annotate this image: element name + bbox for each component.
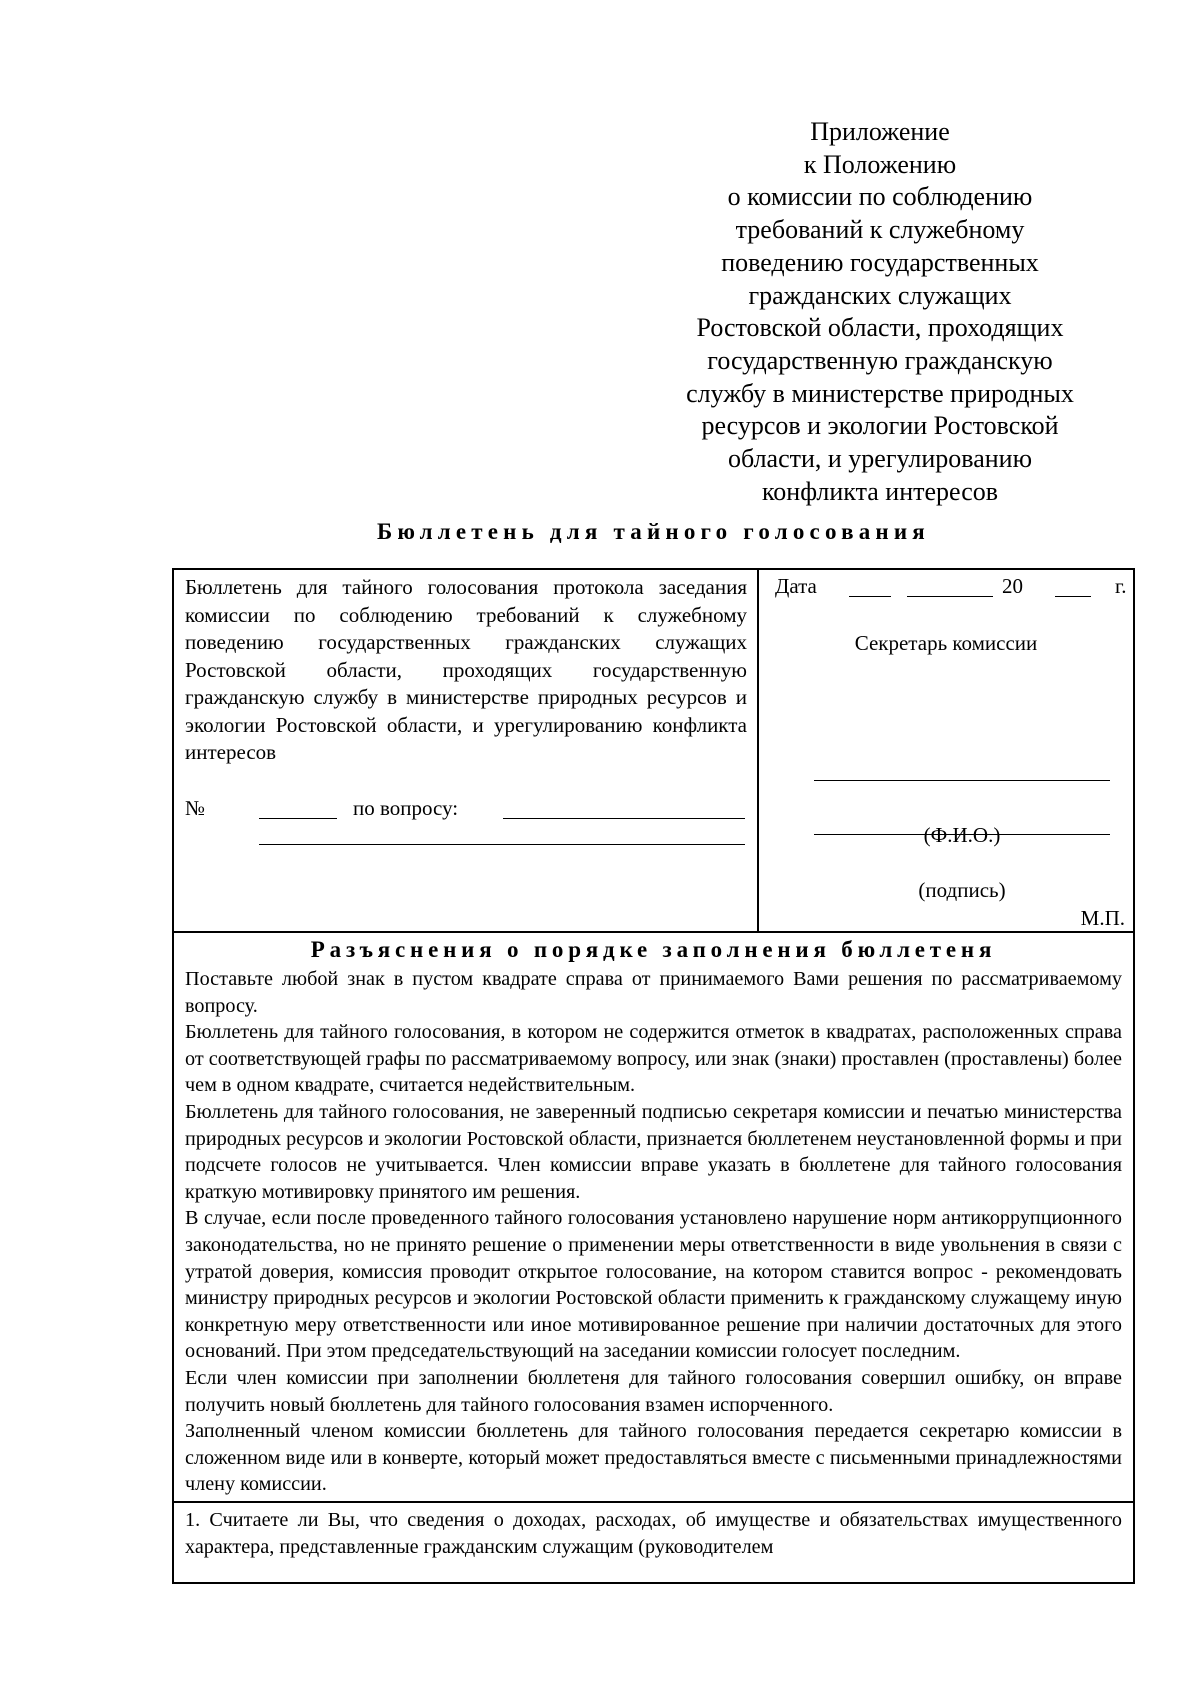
month-field[interactable]	[907, 596, 993, 597]
appendix-line: к Положению	[803, 149, 957, 179]
number-field[interactable]	[259, 818, 337, 819]
appendix-line: о комиссии по соблюдению	[727, 182, 1033, 212]
appendix-line: службу в министерстве природных	[686, 378, 1074, 408]
explanation-paragraph: Поставьте любой знак в пустом квадрате справа от принимаемого Вами решения по рассматриваемому вопросу.	[185, 968, 1122, 1017]
appendix-line: поведению государственных	[721, 247, 1039, 277]
number-label: №	[185, 796, 206, 820]
explanation-paragraph: В случае, если после проведенного тайного голосования установлено нарушение норм антикоррупционного законодательства, но не принято решение о применении меры ответственности в виде увольнения в связи с утратой доверия, комиссия проводит открытое голосование, на котором ставится вопрос - рекомендовать министру природных ресурсов и экологии Ростовской области применить к гражданскому служащему иную конкретную меру ответственности или иное мотивированное решение при наличии достаточных для этого оснований. При этом председательствующий на заседании комиссии голосует последним.	[185, 1207, 1122, 1363]
appendix-line: гражданских служащих	[748, 280, 1012, 310]
stamp-label: М.П.	[1080, 906, 1125, 930]
ballot-number-line	[185, 796, 747, 852]
signature-cell	[759, 570, 1133, 933]
fio-label: (Ф.И.О.)	[923, 823, 1001, 847]
signature-label: (подпись)	[918, 878, 1006, 902]
appendix-line: конфликта интересов	[761, 476, 999, 506]
day-field[interactable]	[849, 596, 891, 597]
signature-field[interactable]	[814, 834, 1110, 835]
appendix-line: Приложение	[810, 117, 950, 146]
explanation-paragraph: Бюллетень для тайного голосования, в котором не содержится отметок в квадратах, расположенных справа от соответствующей графы по рассматриваемому вопросу, или знак (знаки) проставлен (проставлены) более чем в одном квадрате, считается недействительным.	[185, 1021, 1122, 1097]
ballot-description-cell	[174, 570, 759, 933]
date-label: Дата	[775, 574, 817, 598]
year-suffix: г.	[1115, 574, 1127, 598]
explanation-section	[174, 933, 1133, 1503]
page-title: Бюллетень для тайного голосования	[377, 519, 930, 544]
secretary-label: Секретарь комиссии	[854, 631, 1038, 655]
year-field[interactable]	[1055, 596, 1091, 597]
appendix-header	[650, 116, 1110, 508]
appendix-line: области, и урегулированию	[727, 444, 1032, 474]
ballot-description: Бюллетень для тайного голосования протокола заседания комиссии по соблюдению требований к служебному поведению государственных гражданских служащих Ростовской области, проходящих государственную гражданскую службу в министерстве природных ресурсов и экологии Ростовской области, и урегулированию конфликта интересов	[185, 575, 747, 764]
question-label: по вопросу:	[353, 796, 459, 820]
appendix-line: ресурсов и экологии Ростовской	[701, 411, 1059, 441]
year-prefix: 20	[1002, 574, 1023, 598]
question-1-row	[174, 1503, 1133, 1583]
explanation-body	[185, 966, 1122, 1498]
question-field-continuation[interactable]	[259, 844, 745, 845]
appendix-line: Ростовской области, проходящих	[696, 313, 1064, 343]
fio-field[interactable]	[814, 780, 1110, 781]
appendix-line: государственную гражданскую	[707, 345, 1053, 375]
explanation-paragraph: Если член комиссии при заполнении бюллетеня для тайного голосования совершил ошибку, он вправе получить новый бюллетень для тайного голосования взамен испорченного.	[185, 1366, 1122, 1416]
explanation-paragraph: Заполненный членом комиссии бюллетень для тайного голосования передается секретарю комиссии в сложенном виде или в конверте, который может предоставляться вместе с письменными принадлежностями члену комиссии.	[185, 1420, 1122, 1496]
explanation-paragraph: Бюллетень для тайного голосования, не заверенный подписью секретаря комиссии и печатью министерства природных ресурсов и экологии Ростовской области, признается бюллетенем неустановленной формы и при подсчете голосов не учитывается. Член комиссии вправе указать в бюллетене для тайного голосования краткую мотивировку принятого им решения.	[185, 1100, 1122, 1203]
question-1-text: 1. Считаете ли Вы, что сведения о доходах, расходах, об имуществе и обязательствах имущественного характера, представленные гражданским служащим (руководителем	[185, 1509, 1122, 1558]
question-field[interactable]	[503, 818, 745, 819]
date-line	[767, 574, 1127, 604]
appendix-line: требований к служебному	[735, 215, 1025, 245]
explanation-title: Разъяснения о порядке заполнения бюллетеня	[310, 937, 997, 962]
ballot-form	[172, 568, 1135, 1584]
